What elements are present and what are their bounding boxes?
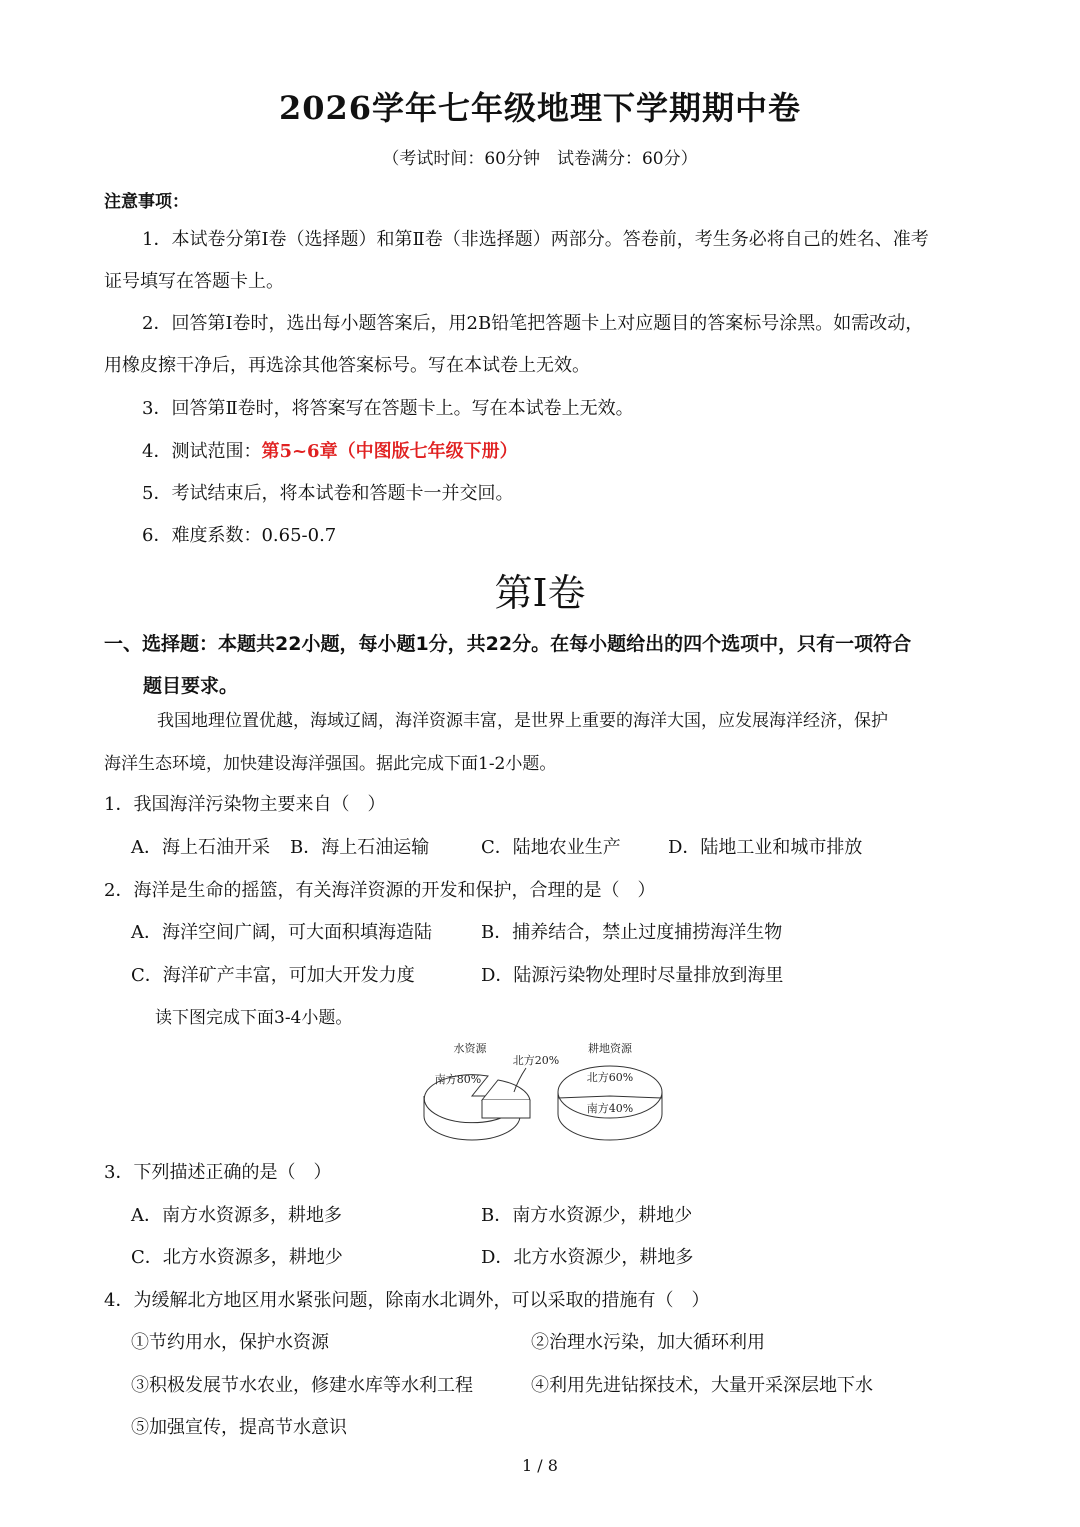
question-2-option-c: C．海洋矿产丰富，可加大开发力度 (131, 965, 415, 986)
figure-instruction: 读下图完成下面3-4小题。 (155, 1008, 353, 1028)
question-3-option-c: C．北方水资源多，耕地少 (131, 1247, 343, 1268)
water-pie (424, 1041, 559, 1140)
page-number: 1 / 8 (522, 1456, 558, 1475)
volume-heading: 第Ⅰ卷 (494, 571, 586, 615)
passage-line2: 海洋生态环境，加快建设海洋强国。据此完成下面1-2小题。 (104, 754, 557, 774)
question-3-option-b: B．南方水资源少，耕地少 (481, 1205, 693, 1226)
notice-item-6: 6．难度系数：0.65-0.7 (142, 525, 337, 546)
question-1-option-a: A．海上石油开采 (131, 837, 270, 858)
question-3-option-d: D．北方水资源少，耕地多 (481, 1247, 694, 1268)
notice-item-2-cont: 用橡皮擦干净后，再选涂其他答案标号。写在本试卷上无效。 (104, 355, 590, 376)
notice-item-5: 5．考试结束后，将本试卷和答题卡一并交回。 (142, 483, 514, 504)
question-1-stem: 1．我国海洋污染物主要来自（ ） (104, 794, 386, 815)
section-heading (104, 623, 984, 707)
land-pie (558, 1041, 662, 1140)
question-4-choice-3: ③积极发展节水农业，修建水库等水利工程 (131, 1375, 473, 1396)
question-1-option-d: D．陆地工业和城市排放 (668, 837, 863, 858)
question-4-stem: 4．为缓解北方地区用水紧张问题，除南水北调外，可以采取的措施有（ ） (104, 1290, 710, 1311)
notice-item-4-label: 4．测试范围： (142, 441, 262, 462)
land-north-label: 北方60% (586, 1071, 634, 1084)
notice-item-4 (142, 431, 518, 473)
water-slice-north-side (482, 1100, 530, 1118)
question-2-stem: 2．海洋是生命的摇篮，有关海洋资源的开发和保护，合理的是（ ） (104, 880, 656, 901)
test-scope-highlight: 第5~6章（中图版七年级下册） (261, 441, 518, 462)
water-pie-title: 水资源 (453, 1042, 487, 1055)
question-3-option-a: A．南方水资源多，耕地多 (131, 1205, 342, 1226)
notice-item-2: 2．回答第Ⅰ卷时，选出每小题答案后，用2B铅笔把答题卡上对应题目的答案标号涂黑。如需改动， (142, 313, 924, 334)
question-1-option-b: B．海上石油运输 (290, 837, 430, 858)
land-south-label: 南方40% (586, 1102, 634, 1115)
water-south-label: 南方80% (434, 1073, 482, 1086)
question-4-choice-1: ①节约用水，保护水资源 (131, 1332, 329, 1353)
question-4-choice-5: ⑤加强宣传，提高节水意识 (131, 1417, 347, 1438)
question-1-option-c: C．陆地农业生产 (481, 837, 621, 858)
question-3-stem: 3．下列描述正确的是（ ） (104, 1162, 332, 1183)
water-north-label: 北方20% (512, 1054, 560, 1067)
question-4-choice-2: ②治理水污染，加大循环利用 (531, 1332, 765, 1353)
notice-heading: 注意事项： (104, 192, 189, 212)
exam-info: （考试时间：60分钟 试卷满分：60分） (382, 149, 698, 169)
notice-item-1: 1．本试卷分第Ⅰ卷（选择题）和第Ⅱ卷（非选择题）两部分。答卷前，考生务必将自己的姓名、准考 (142, 229, 929, 250)
water-slice-north (482, 1080, 530, 1100)
question-2-option-d: D．陆源污染物处理时尽量排放到海里 (481, 965, 784, 986)
page-title: 2026学年七年级地理下学期期中卷 (278, 89, 802, 127)
resource-pie-chart (418, 1040, 666, 1148)
passage-line1: 我国地理位置优越，海域辽阔，海洋资源丰富，是世界上重要的海洋大国，应发展海洋经济，保护 (157, 711, 888, 731)
section-heading-line1: 一、选择题：本题共22小题，每小题1分，共22分。在每小题给出的四个选项中，只有一项符合 (104, 633, 912, 655)
notice-item-1-cont: 证号填写在答题卡上。 (104, 271, 284, 292)
question-4-choice-4: ④利用先进钻探技术，大量开采深层地下水 (531, 1375, 873, 1396)
question-2-option-a: A．海洋空间广阔，可大面积填海造陆 (131, 922, 432, 943)
question-2-option-b: B．捕养结合，禁止过度捕捞海洋生物 (481, 922, 783, 943)
land-pie-title: 耕地资源 (588, 1042, 632, 1055)
notice-item-3: 3．回答第Ⅱ卷时，将答案写在答题卡上。写在本试卷上无效。 (142, 398, 634, 419)
section-heading-line2: 题目要求。 (143, 675, 239, 697)
